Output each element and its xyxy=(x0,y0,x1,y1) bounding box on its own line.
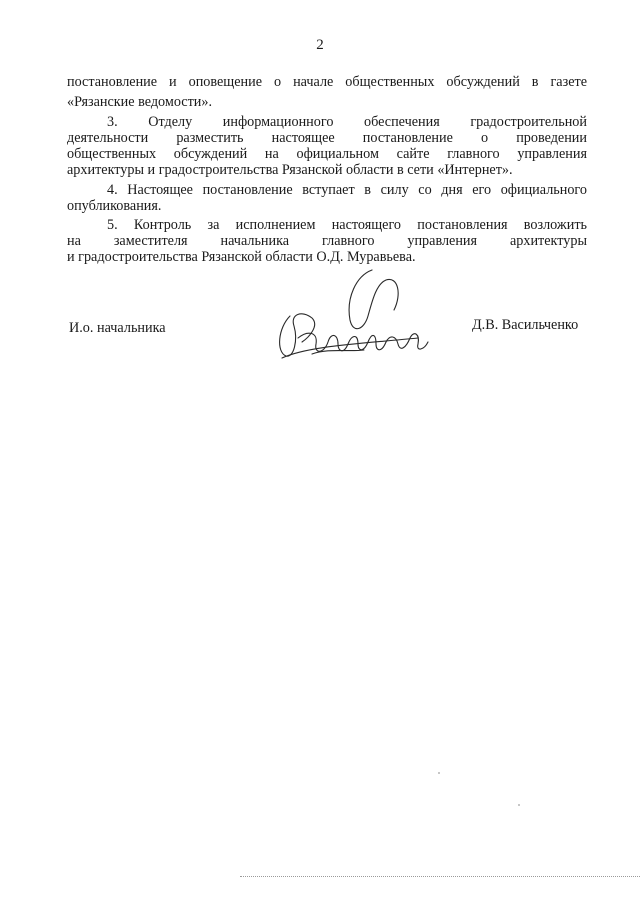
page-number: 2 xyxy=(316,37,324,53)
body-line: «Рязанские ведомости». xyxy=(67,94,213,110)
signatory-name: Д.В. Васильченко xyxy=(472,317,579,333)
body-line: общественных обсуждений на официальном сайте главного управления xyxy=(67,146,587,162)
body-line: 5. Контроль за исполнением настоящего постановления возложить xyxy=(107,217,587,233)
body-line: постановление и оповещение о начале общественных обсуждений в газете xyxy=(67,74,587,90)
signatory-title: И.о. начальника xyxy=(69,320,166,336)
scan-edge xyxy=(240,876,640,877)
scan-speck xyxy=(438,772,440,774)
body-line: опубликования. xyxy=(67,198,162,214)
body-line: архитектуры и градостроительства Рязанской области в сети «Интернет». xyxy=(67,162,513,178)
body-line: 3. Отделу информационного обеспечения градостроительной xyxy=(107,114,587,130)
scan-speck xyxy=(518,804,520,806)
handwritten-signature xyxy=(268,268,438,368)
body-line: 4. Настоящее постановление вступает в силу со дня его официального xyxy=(107,182,587,198)
body-line: на заместителя начальника главного управления архитектуры xyxy=(67,233,587,249)
body-line: и градостроительства Рязанской области О.Д. Муравьева. xyxy=(67,249,416,265)
body-line: деятельности разместить настоящее постановление о проведении xyxy=(67,130,587,146)
